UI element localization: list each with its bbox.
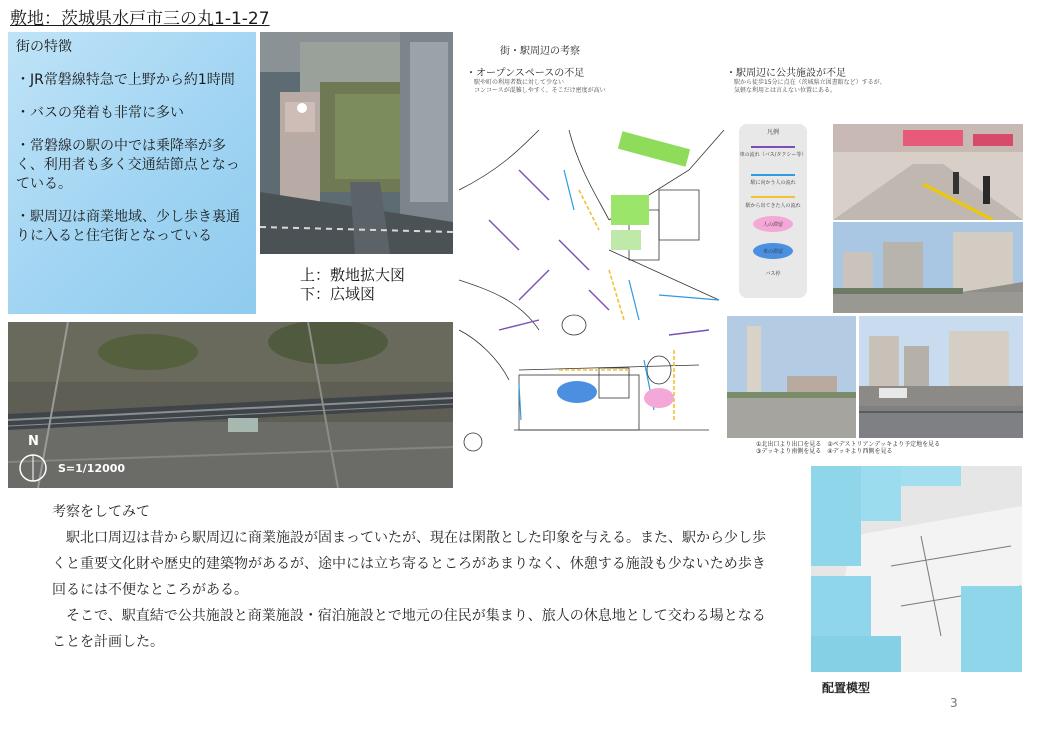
deck-view-photo bbox=[833, 222, 1023, 313]
consideration-heading: 考察をしてみて bbox=[52, 504, 150, 520]
legend-item: 車の流れ（バス/タクシー等） bbox=[739, 152, 807, 158]
caption-line-top: 上：敷地拡大図 bbox=[300, 266, 406, 284]
street-photo-caption bbox=[756, 441, 940, 455]
note-public-line: 気軽な利用とは言えない位置にある。 bbox=[734, 87, 837, 94]
north-arrow-label: N bbox=[28, 434, 39, 449]
legend-arrival-flow-line bbox=[751, 174, 795, 176]
features-heading: 街の特徴 bbox=[16, 39, 72, 55]
photo-caption-line: ①北出口より出口を見る ②ペデストリアンデッキより予定地を見る bbox=[756, 441, 941, 448]
consideration-section bbox=[52, 499, 772, 655]
station-concourse-photo bbox=[833, 124, 1023, 220]
legend-item: 人の滞留 bbox=[762, 222, 783, 228]
caption-line-bottom: 下：広域図 bbox=[300, 285, 376, 303]
legend bbox=[739, 124, 807, 298]
feature-item: ・JR常磐線特急で上野から約1時間 bbox=[16, 72, 235, 88]
site-map-caption bbox=[300, 266, 405, 304]
consideration-paragraph: 駅北口周辺は昔から駅周辺に商業施設が固まっていたが、現在は閑散とした印象を与える。また、駅から少し歩くと重要文化財や歴史的建築物があるが、途中には立ち寄るところがあまりなく、休憩する施設も少ないため歩き回るには不便なところがある。 bbox=[52, 530, 766, 598]
note-open-space bbox=[466, 64, 606, 95]
map-scale: S=1/12000 bbox=[58, 462, 126, 475]
legend-title: 凡例 bbox=[766, 129, 779, 136]
model-caption: 配置模型 bbox=[822, 681, 871, 695]
photo-caption-line: ③デッキより南側を見る ④デッキより西側を見る bbox=[756, 448, 893, 455]
street-flow-diagram bbox=[459, 130, 730, 460]
south-view-photo bbox=[727, 316, 856, 438]
feature-item: ・駅周辺は商業地域、少し歩き裏通りに入ると住宅街となっている bbox=[16, 209, 240, 244]
feature-item: ・常磐線の駅の中では乗降率が多く、利用者も多く交通結節点となっている。 bbox=[16, 138, 240, 192]
page-number: 3 bbox=[950, 696, 958, 710]
diagram-title: 街・駅周辺の考察 bbox=[500, 46, 580, 57]
consideration-paragraph: そこで、駅直結で公共施設と商業施設・宿泊施設とで地元の住民が集まり、旅人の休息地として交わる場となることを計画した。 bbox=[52, 608, 766, 650]
legend-item: バス停 bbox=[765, 271, 781, 277]
west-view-photo bbox=[859, 316, 1023, 438]
legend-item: 駅から出てきた人の流れ bbox=[745, 203, 801, 209]
wide-area-map bbox=[8, 322, 453, 488]
note-open-space-line: コンコースが混雑しやすく、そこだけ密度が高い bbox=[474, 87, 606, 94]
note-open-space-line: 駅や町の利用者数に対して少ない bbox=[474, 79, 565, 86]
features-panel bbox=[8, 32, 256, 314]
legend-car-flow-line bbox=[751, 146, 795, 148]
page-title: 敷地：茨城県水戸市三の丸1-1-27 bbox=[10, 9, 270, 29]
legend-item: 車の滞留 bbox=[762, 249, 783, 255]
note-public-heading: ・駅周辺に公共施設が不足 bbox=[726, 68, 846, 79]
legend-item: 駅に向かう人の流れ bbox=[750, 180, 796, 186]
note-public-line: 駅から徒歩15分に点在（茨城県立図書館など）するが、 bbox=[734, 79, 886, 86]
legend-departure-flow-line bbox=[751, 196, 795, 198]
note-open-space-heading: ・オープンスペースの不足 bbox=[466, 68, 585, 79]
feature-item: ・バスの発着も非常に多い bbox=[16, 105, 184, 121]
site-aerial-photo bbox=[260, 32, 453, 254]
site-model-photo bbox=[811, 466, 1022, 672]
note-public-facilities bbox=[726, 64, 886, 95]
